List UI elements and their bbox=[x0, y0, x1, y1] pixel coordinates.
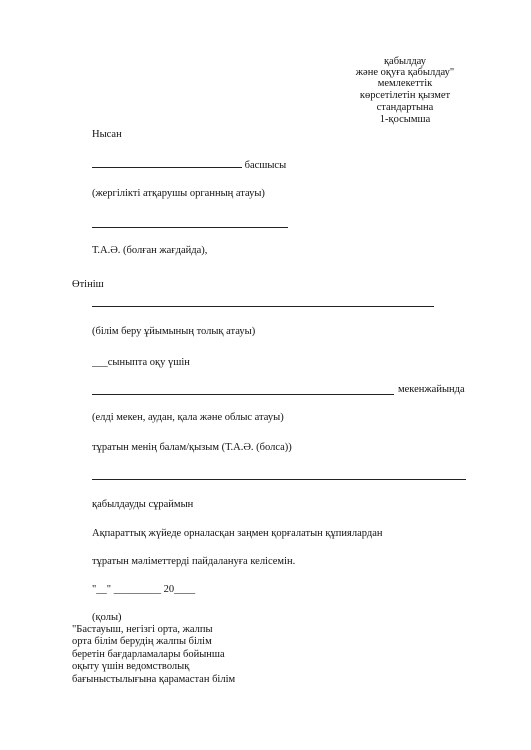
grade-suffix: сыныпта оқу үшін bbox=[107, 357, 190, 368]
signature-label: (қолы) bbox=[92, 612, 122, 623]
head-suffix: басшысы bbox=[244, 160, 287, 171]
head-name-blank bbox=[92, 158, 242, 168]
request-text: қабылдауды сұраймын bbox=[92, 499, 194, 510]
consent-line-1: Ақпараттық жүйеде орналасқан заңмен қорғалатын құпиялардан bbox=[92, 528, 383, 539]
grade-line bbox=[92, 357, 190, 369]
consent-line-2: тұратын мәліметтерді пайдалануға келісемін. bbox=[92, 556, 296, 567]
address-blank bbox=[92, 394, 394, 395]
header-line: көрсетілетін қызмет bbox=[359, 90, 451, 101]
header-line: және оқуға қабылдау" bbox=[355, 67, 455, 78]
date-line: "__" _________ 20____ bbox=[92, 584, 196, 595]
footer-line: бағыныстылығына қарамастан білім bbox=[72, 674, 236, 685]
form-label: Нысан bbox=[92, 129, 122, 140]
child-note: тұратын менің балам/қызым (Т.А.Ә. (болса)) bbox=[92, 442, 292, 453]
footer-line: "Бастауыш, негізгі орта, жалпы bbox=[72, 624, 213, 635]
header-line: 1-қосымша bbox=[379, 114, 431, 125]
address-note: (елді мекен, аудан, қала және облыс атауы) bbox=[92, 412, 284, 423]
school-note: (білім беру ұйымының толық атауы) bbox=[92, 326, 256, 337]
school-name-blank bbox=[92, 306, 434, 307]
footer-line: беретін бағдарламалары бойынша bbox=[72, 649, 225, 660]
address-suffix: мекенжайында bbox=[398, 384, 465, 395]
header-line: мемлекеттік bbox=[377, 78, 433, 89]
grade-blank: ___ bbox=[92, 357, 108, 368]
head-line bbox=[92, 158, 286, 172]
header-line: қабылдау bbox=[383, 56, 427, 67]
header-line: стандартына bbox=[376, 102, 434, 113]
child-name-blank bbox=[92, 479, 466, 480]
org-note: (жергілікті атқарушы органның атауы) bbox=[92, 188, 265, 199]
footer-line: орта білім берудің жалпы білім bbox=[72, 636, 212, 647]
fio-note: Т.А.Ә. (болған жағдайда), bbox=[92, 245, 208, 256]
footer-line: оқыту үшін ведомстволық bbox=[72, 661, 190, 672]
applicant-name-blank bbox=[92, 227, 288, 228]
statement-title: Өтініш bbox=[72, 279, 104, 290]
